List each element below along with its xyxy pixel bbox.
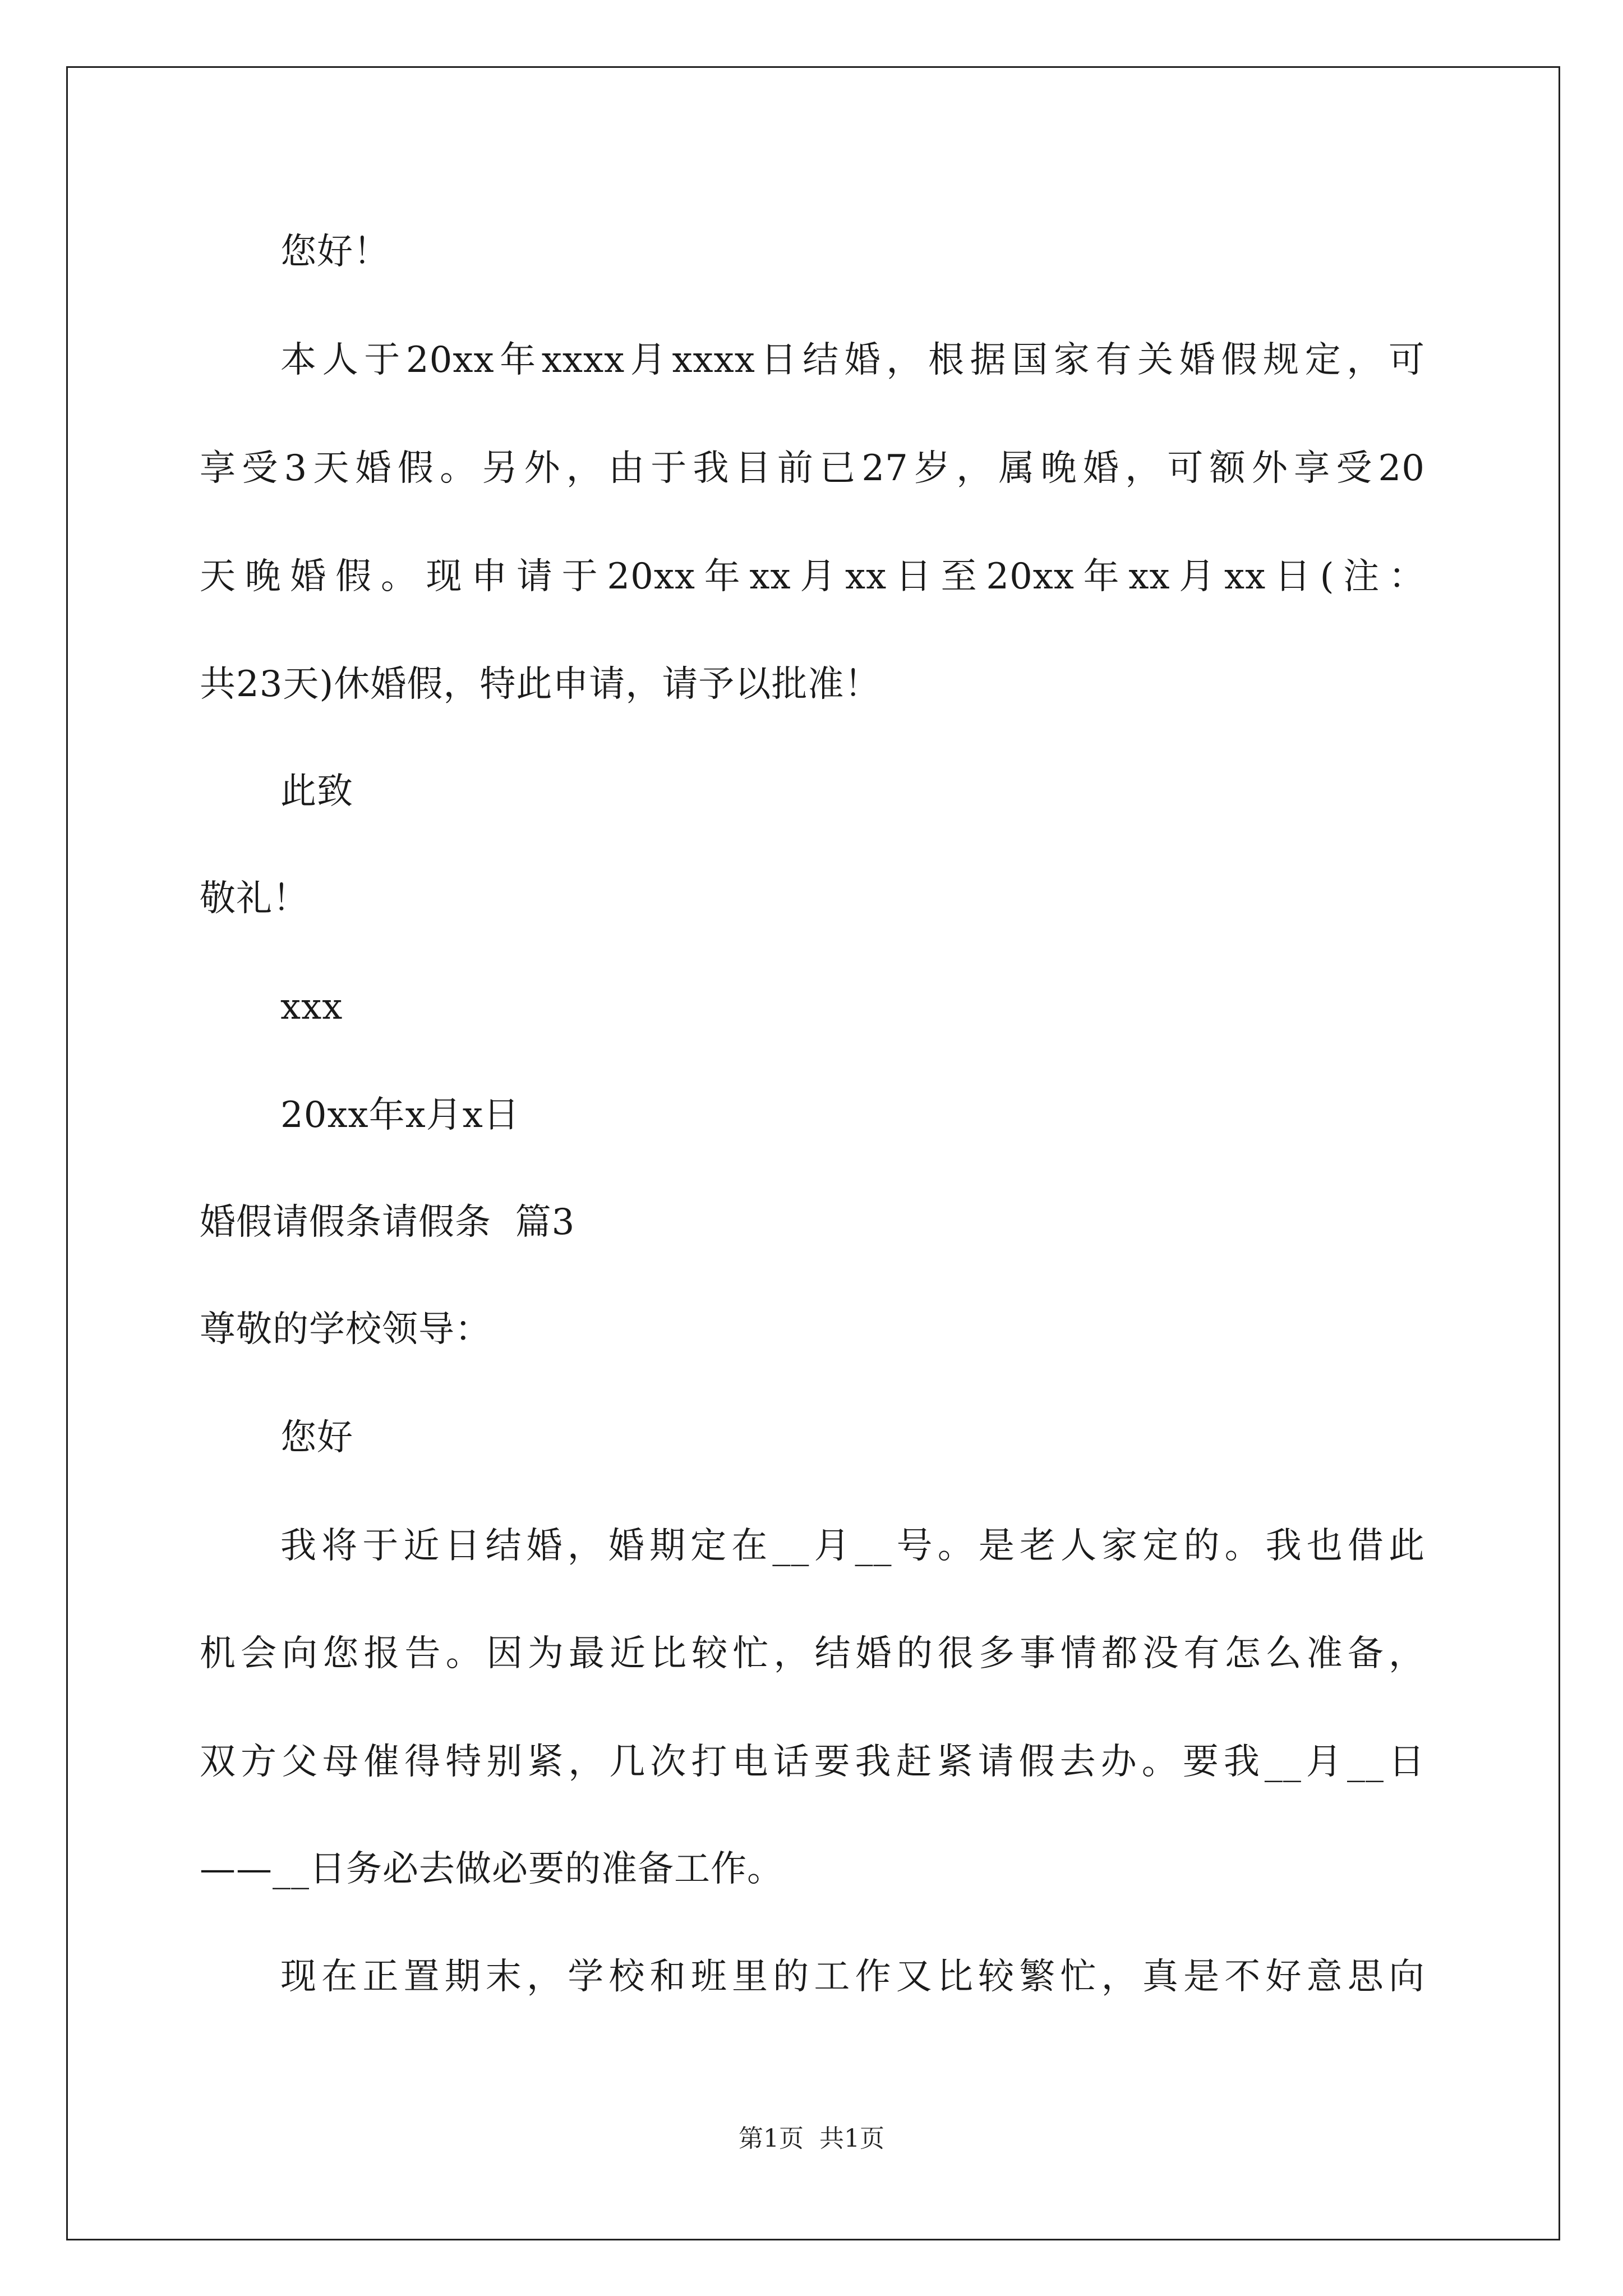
letter1-greeting: 您好！ [280, 231, 390, 273]
letter1-body-line: 天晚婚假。现申请于20xx年xx月xx日至20xx年xx月xx日(注： [200, 556, 1425, 597]
letter2-para1-line: 机会向您报告。因为最近比较忙，结婚的很多事情都没有怎么准备， [200, 1633, 1425, 1674]
letter2-para1-line: ——__日务必去做必要的准备工作。 [200, 1848, 783, 1890]
letter1-date: 20xx年x月x日 [280, 1094, 520, 1136]
letter1-body-line: 本人于20xx年xxxx月xxxx日结婚，根据国家有关婚假规定，可 [280, 339, 1425, 381]
letter1-body-line: 共23天)休婚假，特此申请，请予以批准！ [200, 664, 881, 705]
letter2-para2-line: 现在正置期末，学校和班里的工作又比较繁忙，真是不好意思向 [280, 1956, 1425, 1998]
letter1-closing-2: 敬礼！ [200, 878, 309, 919]
letter2-para1-line: 双方父母催得特别紧，几次打电话要我赶紧请假去办。要我__月__日 [200, 1741, 1425, 1783]
letter2-greeting: 您好 [280, 1417, 353, 1458]
letter2-salutation: 尊敬的学校领导： [200, 1309, 491, 1350]
letter2-para1-line: 我将于近日结婚，婚期定在__月__号。是老人家定的。我也借此 [280, 1525, 1425, 1567]
page-footer: 第1页 共1页 [739, 2124, 884, 2153]
section-heading: 婚假请假条请假条 篇3 [200, 1202, 575, 1243]
letter1-body-line: 享受3天婚假。另外，由于我目前已27岁，属晚婚，可额外享受20 [200, 448, 1425, 489]
letter1-signature: xxx [280, 986, 343, 1028]
page-border [66, 66, 1560, 2240]
letter1-closing-1: 此致 [280, 771, 353, 812]
